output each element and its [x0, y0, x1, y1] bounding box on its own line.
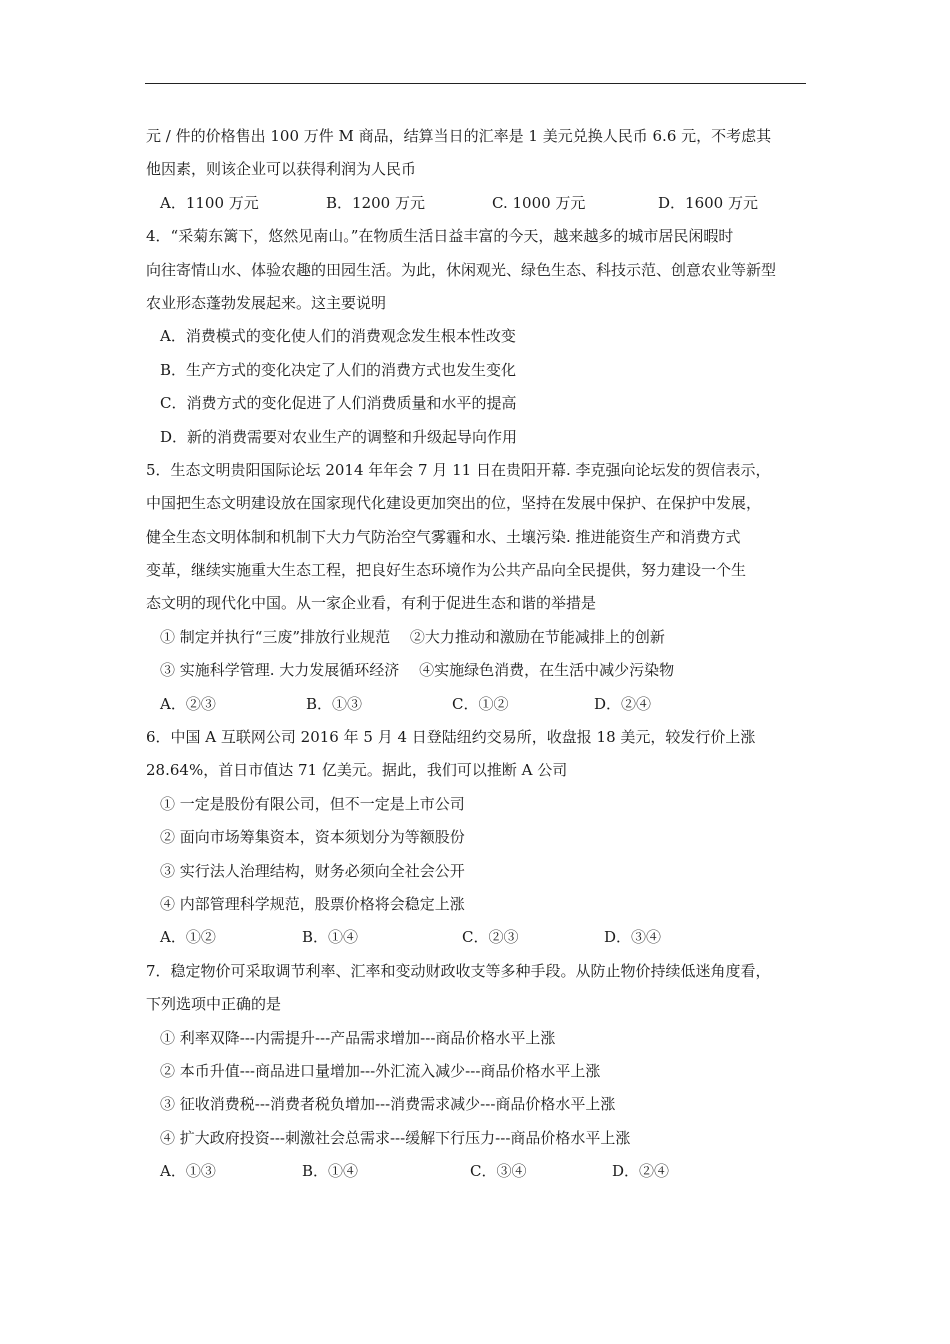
question-7-options — [146, 1155, 806, 1188]
statement-4: ④ 内部管理科学规范，股票价格将会稳定上涨 — [160, 894, 465, 913]
question-6-options — [146, 921, 806, 954]
statement-row-2: ③ 实施科学管理. 大力发展循环经济 ④实施绿色消费，在生活中减少污染物 — [160, 661, 675, 680]
option-d: D．②④ — [612, 1162, 670, 1181]
option-c: C．③④ — [470, 1162, 527, 1181]
question-3 — [146, 120, 806, 220]
question-5 — [146, 454, 806, 721]
option-b: B．1200 万元 — [326, 193, 425, 212]
statement-4: ④ 扩大政府投资---刺激社会总需求---缓解下行压力---商品价格水平上涨 — [160, 1128, 631, 1147]
statement-row-1: ① 制定并执行“三废”排放行业规范 ②大力推动和激励在节能减排上的创新 — [160, 627, 665, 646]
header-rule — [145, 83, 806, 84]
question-4-line-3: 农业形态蓬勃发展起来。这主要说明 — [146, 293, 387, 312]
question-3-options — [146, 187, 806, 220]
statement-3: ③ 征收消费税---消费者税负增加---消费需求减少---商品价格水平上涨 — [160, 1095, 616, 1114]
question-5-line-1: 5．生态文明贵阳国际论坛 2014 年年会 7 月 11 日在贵阳开幕. 李克强向论坛发的贺信表示， — [146, 460, 771, 479]
option-c: C. 1000 万元 — [492, 193, 586, 212]
option-b: B．①③ — [306, 694, 363, 713]
choice-c: C．消费方式的变化促进了人们消费质量和水平的提高 — [160, 394, 517, 413]
option-b: B．①④ — [302, 1162, 359, 1181]
question-5-line-4: 变革，继续实施重大生态工程，把良好生态环境作为公共产品向全民提供，努力建设一个生 — [146, 561, 747, 580]
question-5-options — [146, 688, 806, 721]
option-d: D．1600 万元 — [658, 193, 758, 212]
question-4-line-1: 4．“采菊东篱下，悠然见南山。”在物质生活日益丰富的今天，越来越多的城市居民闲暇时 — [146, 227, 734, 246]
question-7-line-2: 下列选项中正确的是 — [146, 995, 282, 1014]
option-a: A．①③ — [160, 1162, 216, 1181]
choice-d: D．新的消费需要对农业生产的调整和升级起导向作用 — [160, 427, 518, 446]
question-7 — [146, 955, 806, 1189]
statement-2: ② 本币升值---商品进口量增加---外汇流入减少---商品价格水平上涨 — [160, 1061, 601, 1080]
question-5-line-2: 中国把生态文明建设放在国家现代化建设更加突出的位，坚持在发展中保护、在保护中发展， — [146, 494, 762, 513]
statement-3: ③ 实行法人治理结构，财务必须向全社会公开 — [160, 861, 465, 880]
question-5-line-3: 健全生态文明体制和机制下大力气防治空气雾霾和水、土壤污染. 推进能资生产和消费方式 — [146, 527, 741, 546]
question-6 — [146, 721, 806, 955]
option-c: C．①② — [452, 694, 509, 713]
choice-a: A．消费模式的变化使人们的消费观念发生根本性改变 — [160, 327, 516, 346]
option-d: D．③④ — [604, 928, 662, 947]
choice-b: B．生产方式的变化决定了人们的消费方式也发生变化 — [160, 360, 517, 379]
question-4-line-2: 向往寄情山水、体验农趣的田园生活。为此，休闲观光、绿色生态、科技示范、创意农业等新型 — [146, 260, 777, 279]
question-7-line-1: 7．稳定物价可采取调节利率、汇率和变动财政收支等多种手段。从防止物价持续低迷角度看， — [146, 961, 771, 980]
question-6-line-1: 6．中国 A 互联网公司 2016 年 5 月 4 日登陆纽约交易所，收盘报 18 美元，较发行价上涨 — [146, 728, 756, 747]
question-4 — [146, 220, 806, 454]
statement-1: ① 一定是股份有限公司，但不一定是上市公司 — [160, 794, 465, 813]
option-a: A．①② — [160, 928, 216, 947]
option-d: D．②④ — [594, 694, 652, 713]
question-6-line-2: 28.64%，首日市值达 71 亿美元。据此，我们可以推断 A 公司 — [146, 761, 568, 780]
question-3-line-1: 元 / 件的价格售出 100 万件 M 商品，结算当日的汇率是 1 美元兑换人民币 6.6 元，不考虑其 — [146, 127, 772, 145]
option-a: A．②③ — [160, 694, 216, 713]
question-3-line-2: 他因素，则该企业可以获得利润为人民币 — [146, 160, 417, 179]
exam-page — [146, 120, 806, 1189]
option-a: A．1100 万元 — [160, 193, 259, 212]
statement-2: ② 面向市场筹集资本，资本须划分为等额股份 — [160, 828, 465, 847]
option-b: B．①④ — [302, 928, 359, 947]
statement-1: ① 利率双降---内需提升---产品需求增加---商品价格水平上涨 — [160, 1028, 556, 1047]
option-c: C．②③ — [462, 928, 519, 947]
question-5-line-5: 态文明的现代化中国。从一家企业看，有利于促进生态和谐的举措是 — [146, 594, 597, 613]
